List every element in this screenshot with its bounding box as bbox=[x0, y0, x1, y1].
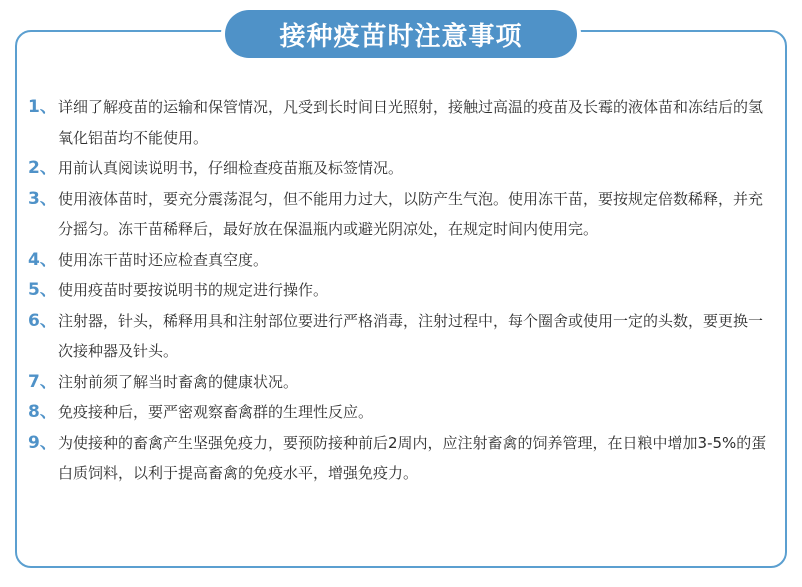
item-number: 6、 bbox=[28, 310, 57, 331]
item-number: 9、 bbox=[28, 432, 57, 453]
item-text: 使用冻干苗时还应检查真空度。 bbox=[58, 250, 269, 269]
item-number: 3、 bbox=[28, 188, 57, 209]
page-title: 接种疫苗时注意事项 bbox=[225, 10, 577, 58]
item-text: 为使接种的畜禽产生坚强免疫力，要预防接种前后2周内，应注射畜禽的饲养管理，在日粮中增加3-5%的蛋白质饲料，以利于提高畜禽的免疫水平，增强免疫力。 bbox=[58, 433, 767, 482]
item-text: 用前认真阅读说明书，仔细检查疫苗瓶及标签情况。 bbox=[58, 159, 404, 177]
list-item bbox=[28, 153, 780, 184]
item-text: 注射前须了解当时畜禽的健康状况。 bbox=[58, 372, 299, 391]
item-number: 8、 bbox=[28, 402, 57, 422]
item-number: 1、 bbox=[28, 97, 57, 117]
list-item bbox=[28, 428, 780, 489]
list-item bbox=[28, 367, 780, 398]
item-text: 使用疫苗时要按说明书的规定进行操作。 bbox=[58, 281, 329, 299]
item-text: 免疫接种后，要严密观察畜禽群的生理性反应。 bbox=[58, 403, 374, 421]
list-item bbox=[28, 306, 780, 367]
list-item bbox=[28, 184, 780, 245]
list-item bbox=[28, 275, 780, 306]
item-text: 注射器，针头，稀释用具和注射部位要进行严格消毒，注射过程中，每个圈舍或使用一定的头数，要更换一次接种器及针头。 bbox=[58, 311, 764, 360]
item-text: 详细了解疫苗的运输和保管情况，凡受到长时间日光照射，接触过高温的疫苗及长霉的液体苗和冻结后的氢氧化铝苗均不能使用。 bbox=[58, 98, 764, 147]
notice-list bbox=[28, 92, 780, 489]
list-item bbox=[28, 245, 780, 276]
list-item bbox=[28, 92, 780, 153]
item-number: 5、 bbox=[28, 280, 57, 300]
item-text: 使用液体苗时，要充分震荡混匀，但不能用力过大，以防产生气泡。使用冻干苗，要按规定倍数稀释，并充分摇匀。冻干苗稀释后，最好放在保温瓶内或避光阴凉处，在规定时间内使用完。 bbox=[58, 189, 764, 238]
item-number: 7、 bbox=[28, 371, 57, 392]
item-number: 2、 bbox=[28, 158, 57, 178]
list-item bbox=[28, 397, 780, 428]
item-number: 4、 bbox=[28, 249, 57, 270]
